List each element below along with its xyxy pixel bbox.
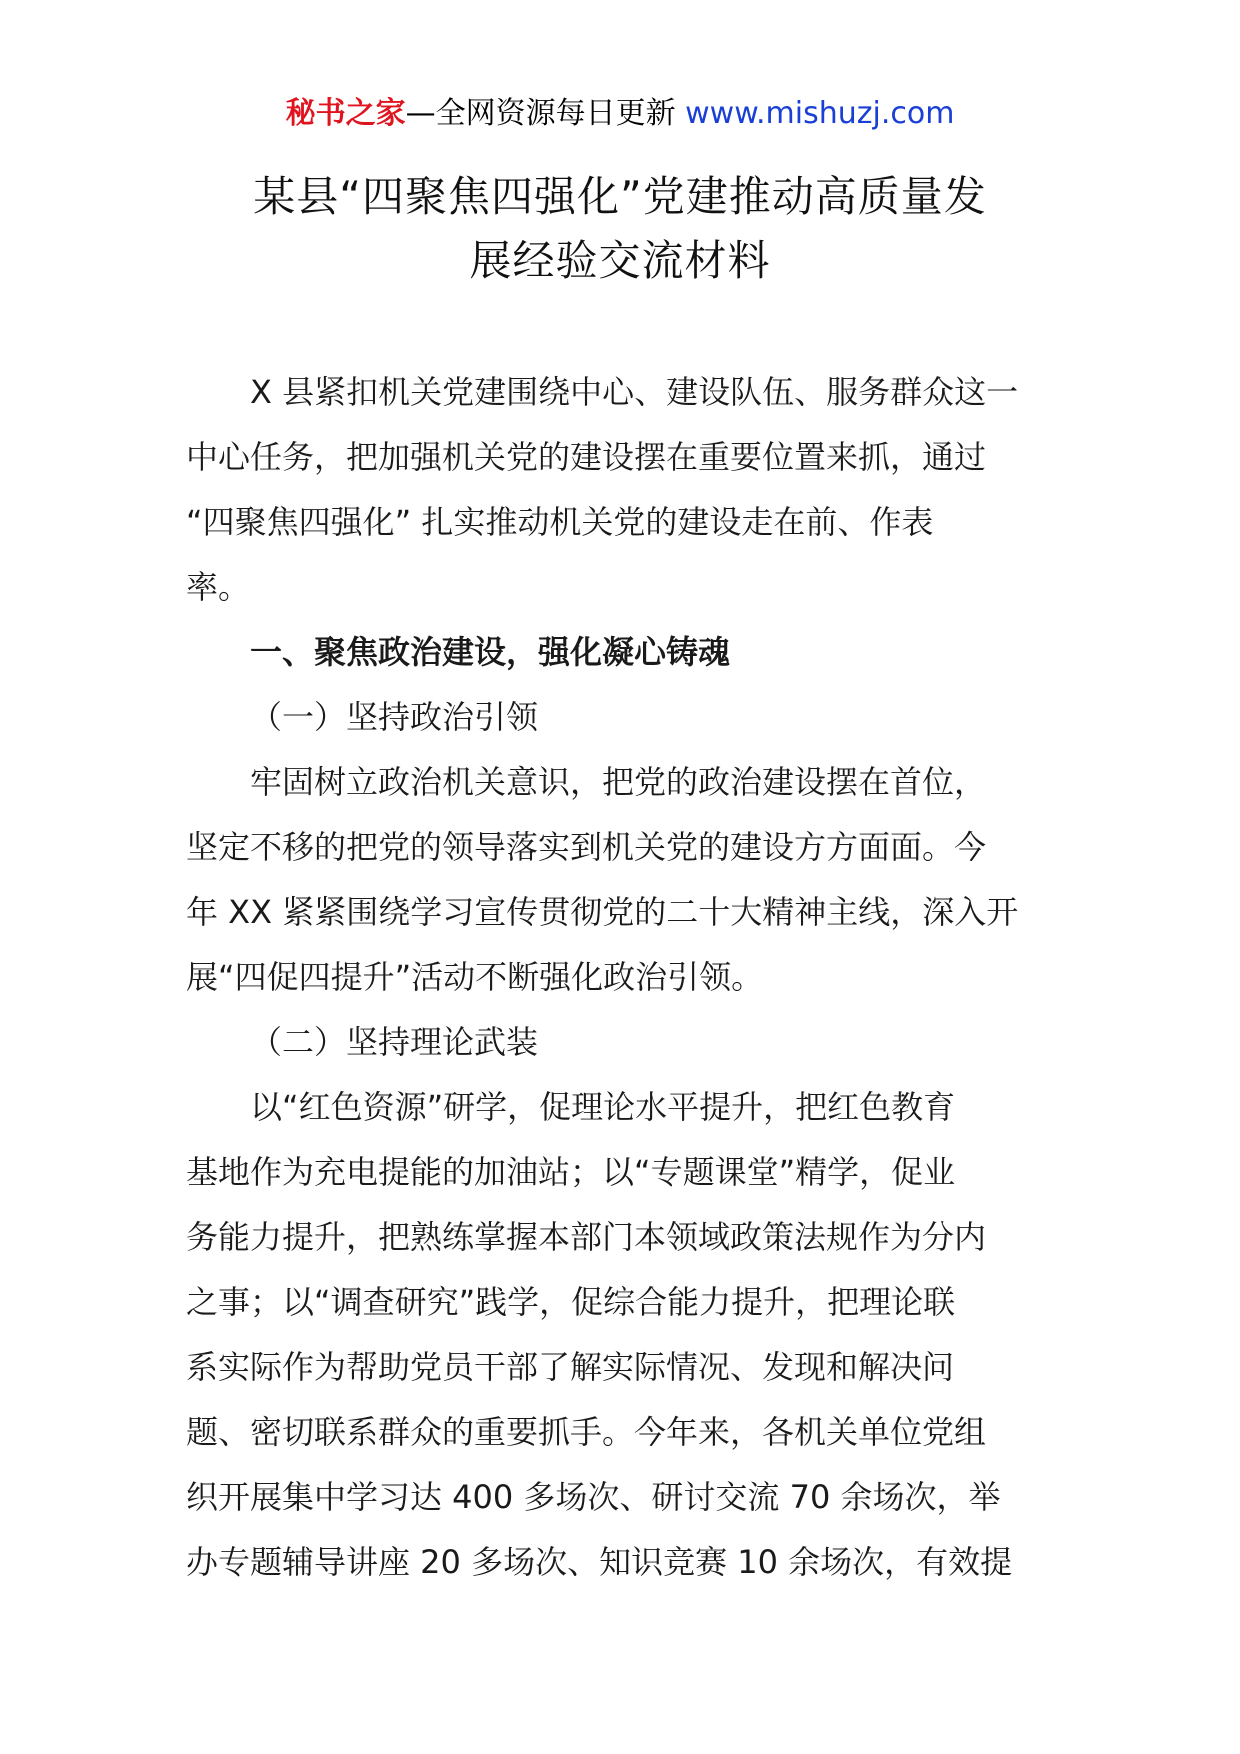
text-line: 题、密切联系群众的重要抓手。今年来，各机关单位党组 (186, 1413, 987, 1451)
text-line: 之事；以“调查研究”践学，促综合能力提升，把理论联 (186, 1283, 956, 1321)
subheading-line: （一）坚持政治引领 (250, 698, 539, 736)
text-line: X 县紧扣机关党建围绕中心、建设队伍、服务群众这一 (250, 373, 1019, 411)
text-line: 基地作为充电提能的加油站；以“专题课堂”精学，促业 (186, 1153, 956, 1191)
text-line: 展“四促四提升”活动不断强化政治引领。 (186, 958, 764, 996)
body-paragraph (186, 750, 1054, 1010)
document-body (186, 360, 1054, 1595)
text-line: “四聚焦四强化” 扎实推动机关党的建设走在前、作表 (186, 503, 934, 541)
text-line: 坚定不移的把党的领导落实到机关党的建设方方面面。今 (186, 828, 987, 866)
text-line: 年 XX 紧紧围绕学习宣传贯彻党的二十大精神主线，深入开 (186, 893, 1019, 931)
subsection-heading (186, 1010, 1054, 1075)
site-tagline: —全网资源每日更新 (405, 96, 676, 131)
text-line: 务能力提升，把熟练掌握本部门本领域政策法规作为分内 (186, 1218, 987, 1256)
text-line: 率。 (186, 568, 251, 606)
site-url-link[interactable]: www.mishuzj.com (685, 96, 955, 131)
title-line-1: 某县“四聚焦四强化”党建推动高质量发 (253, 172, 987, 221)
text-line: 牢固树立政治机关意识，把党的政治建设摆在首位， (250, 763, 987, 801)
document-title (150, 165, 1090, 293)
site-brand: 秘书之家 (285, 96, 406, 131)
heading-line: 一、聚焦政治建设，强化凝心铸魂 (250, 633, 731, 671)
intro-paragraph (186, 360, 1054, 620)
subsection-heading (186, 685, 1054, 750)
text-line: 系实际作为帮助党员干部了解实际情况、发现和解决问 (186, 1348, 955, 1386)
text-line: 办专题辅导讲座 20 多场次、知识竞赛 10 余场次，有效提 (186, 1543, 1013, 1581)
subheading-line: （二）坚持理论武装 (250, 1023, 539, 1061)
text-line: 织开展集中学习达 400 多场次、研讨交流 70 余场次，举 (186, 1478, 1001, 1516)
text-line: 中心任务，把加强机关党的建设摆在重要位置来抓，通过 (186, 438, 987, 476)
body-paragraph (186, 1075, 1054, 1595)
title-line-2: 展经验交流材料 (469, 236, 771, 285)
text-line: 以“红色资源”研学，促理论水平提升，把红色教育 (250, 1088, 956, 1126)
section-heading (186, 620, 1054, 685)
site-header (0, 92, 1240, 136)
